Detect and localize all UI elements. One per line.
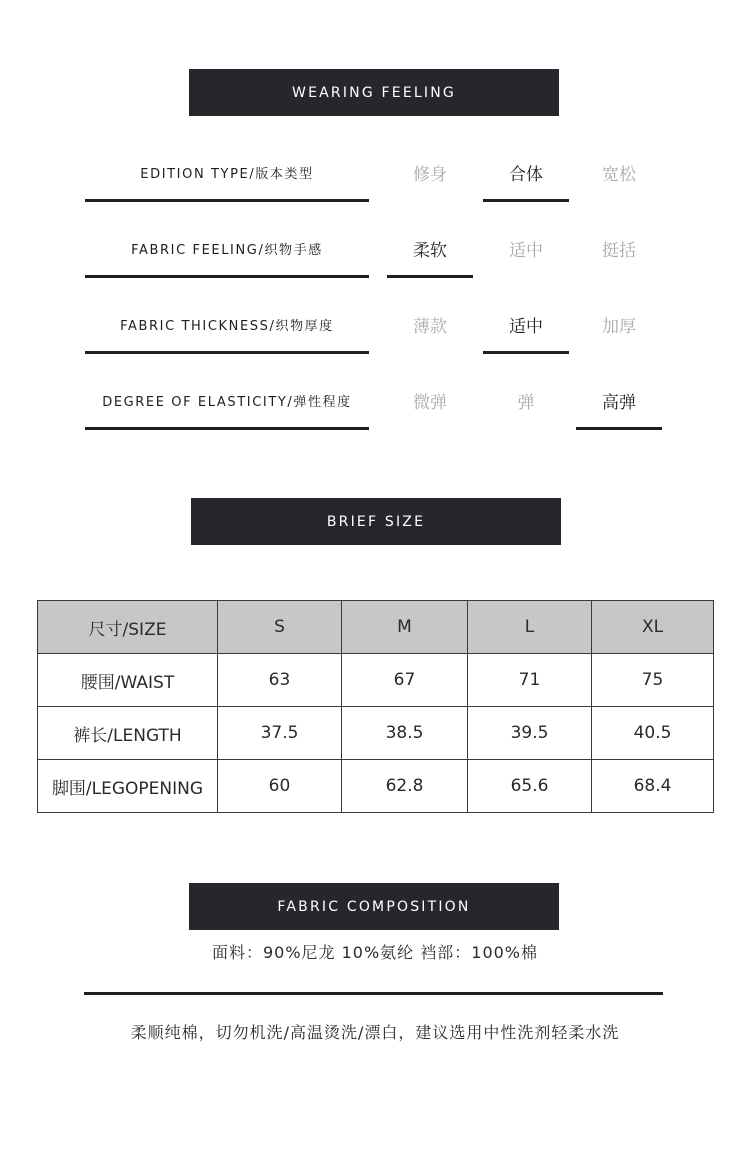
fabric-composition-title: FABRIC COMPOSITION: [277, 898, 471, 915]
feel-option: [483, 370, 569, 430]
feel-label: EDITION TYPE/版本类型: [140, 166, 314, 182]
header-cell: S: [218, 601, 342, 654]
feel-option: [576, 218, 662, 278]
header-cell: L: [468, 601, 592, 654]
feel-option: [483, 142, 569, 202]
row-label-cell: 裤长/LENGTH: [38, 707, 218, 760]
feel-option: [387, 142, 473, 202]
option-underline: [576, 427, 662, 430]
table-cell: 71: [468, 654, 592, 707]
feel-row-fabric-thickness: [0, 294, 750, 354]
feel-option-text: 挺括: [602, 240, 636, 261]
table-cell: 75: [592, 654, 714, 707]
feel-option: [576, 294, 662, 354]
feel-option-text: 薄款: [413, 316, 447, 337]
feel-option-text: 加厚: [602, 316, 636, 337]
label-underline: [85, 199, 369, 202]
feel-option-text: 修身: [413, 164, 447, 185]
feel-option-text: 适中: [509, 240, 543, 261]
table-cell: 37.5: [218, 707, 342, 760]
feel-row-edition-type: [0, 142, 750, 202]
composition-text: 面料：90%尼龙 10%氨纶 裆部：100%棉: [211, 943, 539, 962]
table-row: [38, 654, 714, 707]
feel-option-text: 高弹: [602, 392, 636, 413]
feel-option: [483, 218, 569, 278]
option-underline: [483, 351, 569, 354]
feel-option-text: 弹: [517, 392, 535, 413]
care-instructions: 柔顺纯棉，切勿机洗/高温烫洗/漂白，建议选用中性洗剂轻柔水洗: [130, 1023, 620, 1042]
row-label-cell: 腰围/WAIST: [38, 654, 218, 707]
feel-option: [387, 294, 473, 354]
feel-option-text: 合体: [509, 164, 543, 185]
label-underline: [85, 427, 369, 430]
brief-size-banner: [191, 498, 561, 545]
feel-option: [483, 294, 569, 354]
table-cell: 60: [218, 760, 342, 813]
size-table: [37, 600, 714, 813]
feel-option: [387, 218, 473, 278]
table-cell: 39.5: [468, 707, 592, 760]
label-underline: [85, 275, 369, 278]
table-cell: 40.5: [592, 707, 714, 760]
option-underline: [387, 275, 473, 278]
feel-option: [576, 370, 662, 430]
feel-option: [387, 370, 473, 430]
feel-option-text: 微弹: [413, 392, 447, 413]
feel-label: DEGREE OF ELASTICITY/弹性程度: [102, 394, 352, 410]
table-cell: 63: [218, 654, 342, 707]
header-cell: XL: [592, 601, 714, 654]
feel-row-elasticity: [0, 370, 750, 430]
wearing-feeling-banner: [189, 69, 559, 116]
feel-option: [576, 142, 662, 202]
option-underline: [483, 199, 569, 202]
feel-label: FABRIC THICKNESS/织物厚度: [120, 318, 334, 334]
header-cell: M: [342, 601, 468, 654]
divider: [84, 992, 663, 995]
table-cell: 62.8: [342, 760, 468, 813]
brief-size-title: BRIEF SIZE: [326, 513, 426, 530]
wearing-feeling-title: WEARING FEELING: [292, 84, 456, 101]
row-label-cell: 脚围/LEGOPENING: [38, 760, 218, 813]
table-cell: 65.6: [468, 760, 592, 813]
table-cell: 67: [342, 654, 468, 707]
fabric-composition-banner: [189, 883, 559, 930]
table-row: [38, 707, 714, 760]
table-header-row: [38, 601, 714, 654]
table-cell: 38.5: [342, 707, 468, 760]
table-row: [38, 760, 714, 813]
feel-row-fabric-feeling: [0, 218, 750, 278]
header-cell: 尺寸/SIZE: [38, 601, 218, 654]
feel-option-text: 适中: [509, 316, 543, 337]
table-cell: 68.4: [592, 760, 714, 813]
label-underline: [85, 351, 369, 354]
feel-option-text: 宽松: [602, 164, 636, 185]
feel-option-text: 柔软: [413, 240, 447, 261]
feel-label: FABRIC FEELING/织物手感: [131, 242, 323, 258]
